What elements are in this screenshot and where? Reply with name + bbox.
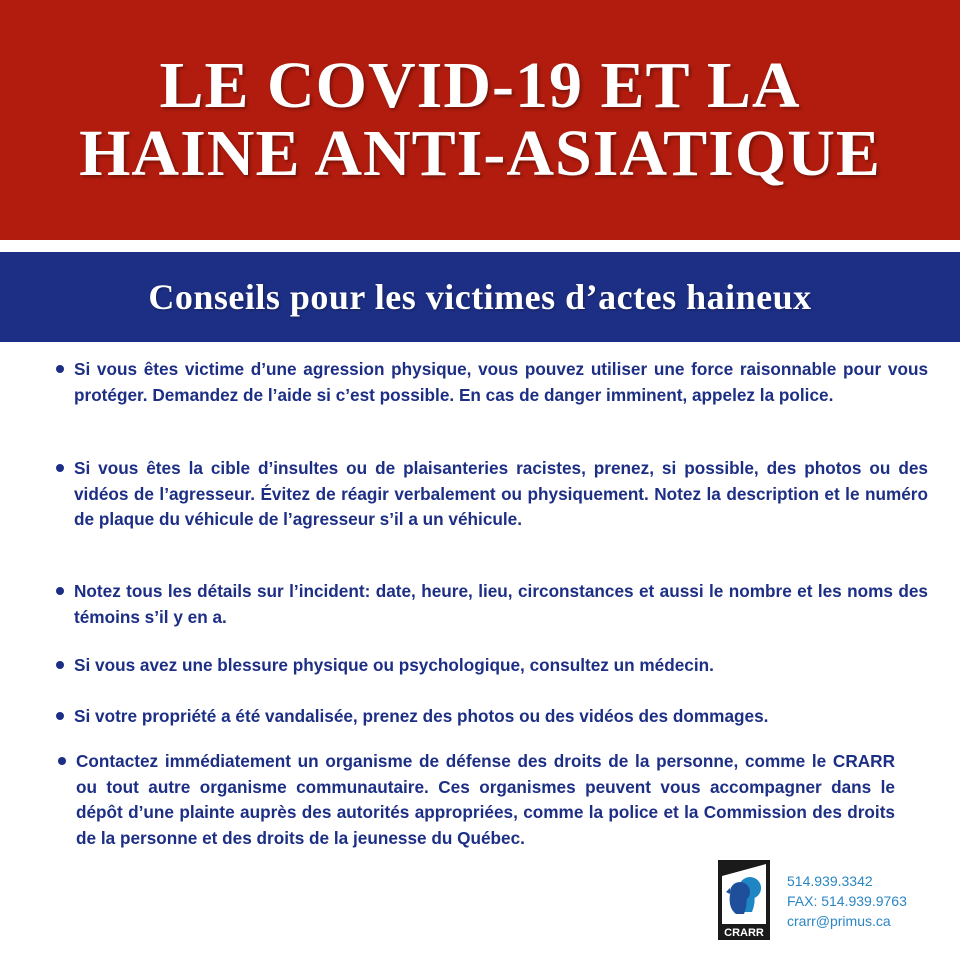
bullet-icon bbox=[56, 464, 64, 472]
tip-text: Si vous êtes la cible d’insultes ou de plaisanteries racistes, prenez, si possible, des photos ou des vidéos de l’agresseur. Évitez de réagir verbalement ou physiquement. Notez la description et le numéro de plaque du véhicule de l’agresseur s’il a un véhicule. bbox=[74, 458, 928, 529]
tip-item bbox=[74, 653, 928, 679]
bullet-icon bbox=[56, 712, 64, 720]
crarr-logo bbox=[716, 858, 772, 942]
title-line-1: LE COVID-19 ET LA bbox=[159, 49, 801, 122]
tip-item bbox=[74, 704, 928, 730]
title-line-2: HAINE ANTI-ASIATIQUE bbox=[79, 117, 881, 190]
tip-text: Contactez immédiatement un organisme de défense des droits de la personne, comme le CRARR ou tout autre organisme communautaire. Ces organismes peuvent vous accompagner dans le dépôt d’une plainte auprès des autorités appropriées, comme la police et la Commission des droits de la personne et des droits de la jeunesse du Québec. bbox=[76, 751, 895, 848]
bullet-icon bbox=[56, 661, 64, 669]
tip-text: Notez tous les détails sur l’incident: date, heure, lieu, circonstances et aussi le nombre et les noms des témoins s’il y en a. bbox=[74, 581, 928, 627]
bullet-icon bbox=[56, 587, 64, 595]
phone-number: 514.939.3342 bbox=[787, 873, 873, 889]
bullet-icon bbox=[56, 365, 64, 373]
bullet-icon bbox=[58, 757, 66, 765]
fax-number: FAX: 514.939.9763 bbox=[787, 893, 907, 909]
subtitle-banner bbox=[0, 252, 960, 342]
logo-text: CRARR bbox=[724, 927, 764, 939]
tip-item bbox=[74, 456, 928, 533]
contact-block bbox=[787, 871, 907, 931]
title-banner bbox=[0, 0, 960, 240]
tip-item bbox=[74, 357, 928, 408]
tip-text: Si vous avez une blessure physique ou psychologique, consultez un médecin. bbox=[74, 655, 714, 675]
tip-text: Si votre propriété a été vandalisée, prenez des photos ou des vidéos des dommages. bbox=[74, 706, 769, 726]
email-address[interactable]: crarr@primus.ca bbox=[787, 913, 891, 929]
subtitle: Conseils pour les victimes d’actes haineux bbox=[148, 277, 812, 317]
tip-text: Si vous êtes victime d’une agression physique, vous pouvez utiliser une force raisonnable pour vous protéger. Demandez de l’aide si c’est possible. En cas de danger imminent, appelez la police. bbox=[74, 359, 928, 405]
tip-item bbox=[74, 579, 928, 630]
tip-item bbox=[76, 749, 895, 851]
